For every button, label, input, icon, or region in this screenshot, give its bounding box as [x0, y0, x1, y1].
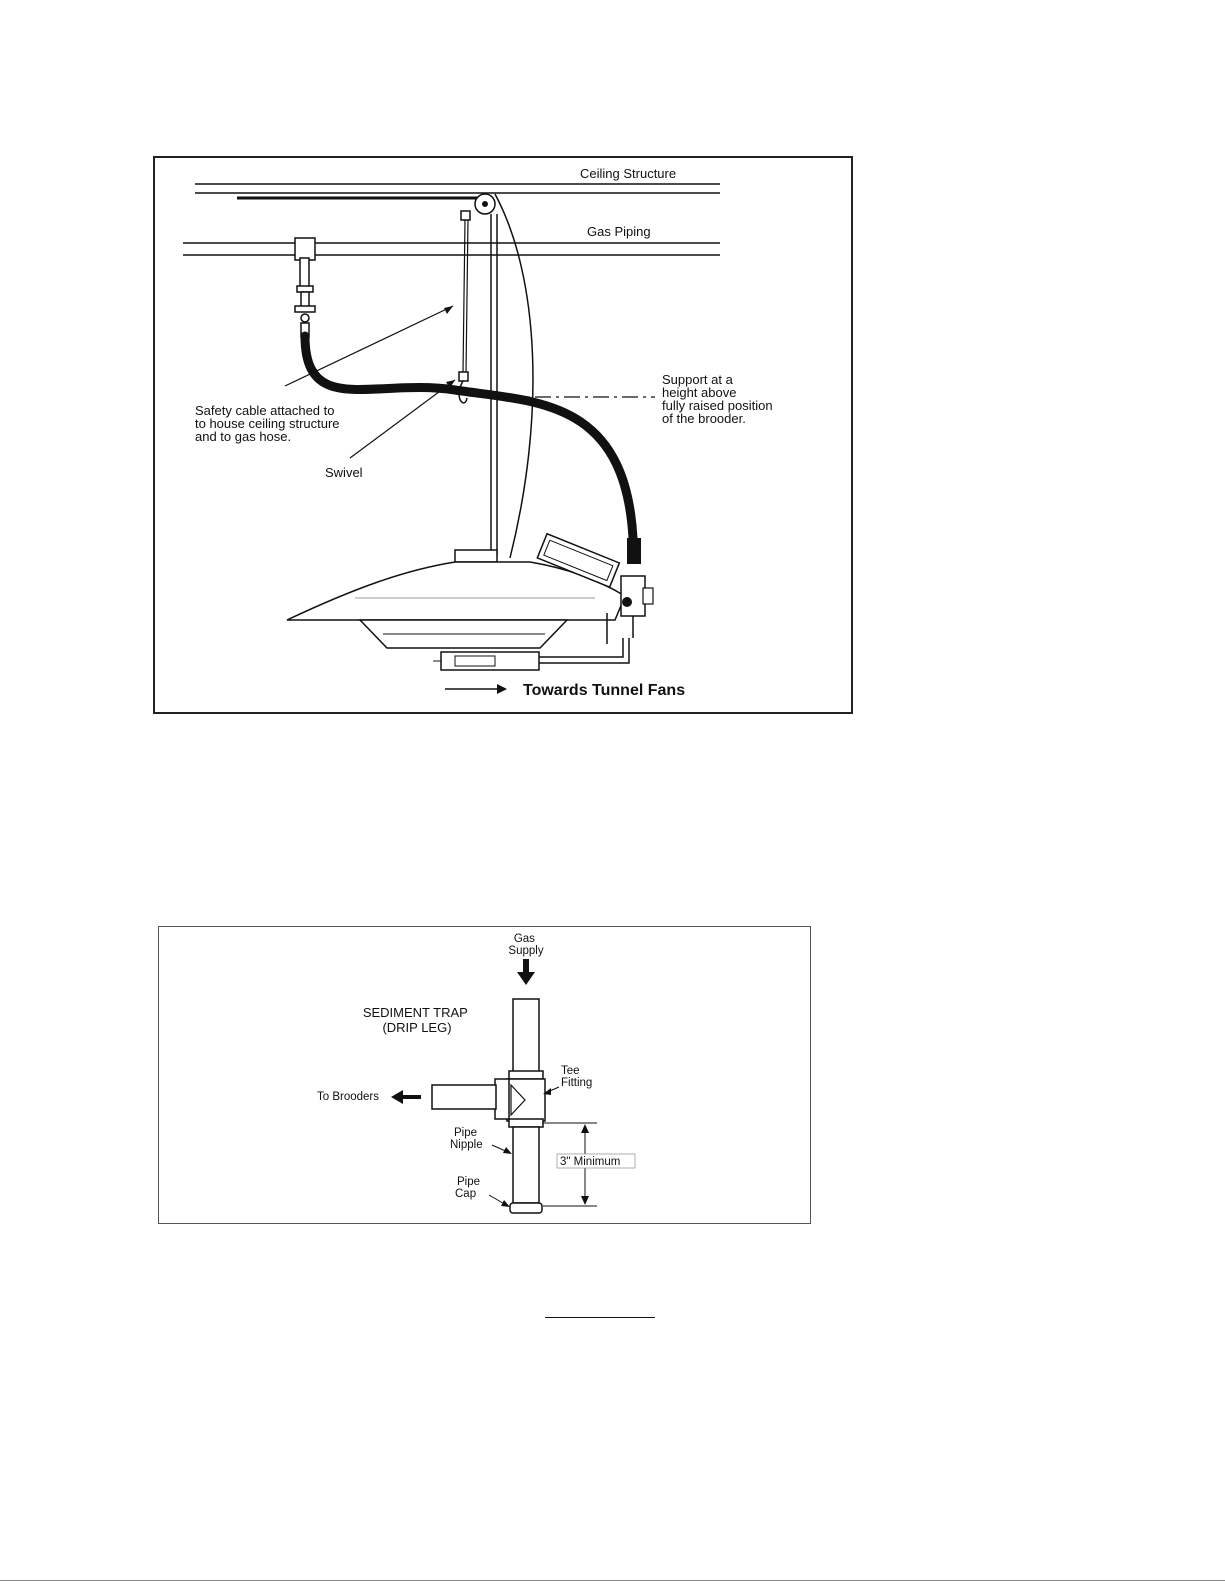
valve-part	[297, 286, 313, 292]
gas-supply-arrow	[523, 959, 529, 973]
swivel	[459, 372, 468, 381]
pipe-cap	[510, 1203, 542, 1213]
ceiling-structure-label: Ceiling Structure	[580, 166, 677, 181]
brooder-installation-diagram	[153, 156, 853, 714]
valve-handle	[295, 306, 315, 312]
support-label: Support at a height above fully raised position of the brooder.	[662, 372, 773, 426]
sediment-trap-diagram	[158, 926, 811, 1224]
hose-end-fitting	[627, 538, 641, 564]
gas-regulator	[621, 576, 645, 616]
winch-cable-loop	[495, 194, 533, 558]
sediment-trap-title: SEDIMENT TRAP (DRIP LEG)	[362, 1005, 468, 1035]
footer-underline	[545, 1317, 655, 1318]
gas-tee	[295, 238, 315, 260]
outlet-pipe	[432, 1085, 496, 1109]
brooder-diagram-svg	[155, 158, 855, 716]
valve-knob	[301, 314, 309, 322]
pipe-nipple	[513, 1127, 539, 1203]
tee-side-collar	[495, 1079, 509, 1119]
gas-drop	[300, 258, 309, 288]
gas-supply-label: Gas Supply	[508, 933, 544, 957]
pulley-axle	[482, 201, 488, 207]
safety-cable-leader	[285, 306, 453, 386]
pipe-nipple-label: Pipe Nipple	[450, 1127, 483, 1151]
to-brooders-label: To Brooders	[317, 1091, 380, 1103]
pipe-cap-label: Pipe Cap	[455, 1176, 481, 1200]
to-brooders-arrow	[391, 1090, 421, 1104]
minimum-label: 3" Minimum	[560, 1156, 621, 1168]
brooder-top-plate	[455, 550, 497, 562]
tee-collar-top	[509, 1071, 543, 1079]
gas-piping-label: Gas Piping	[587, 224, 651, 239]
tee-fitting-label: Tee Fitting	[561, 1065, 593, 1089]
towards-tunnel-fans-label: Towards Tunnel Fans	[523, 682, 686, 699]
supply-pipe	[513, 999, 539, 1073]
page-bottom-rule	[0, 1580, 1225, 1581]
safety-cable-label: Safety cable attached to to house ceiling structure and to gas hose.	[195, 403, 340, 444]
cable-clamp-top	[461, 211, 470, 220]
sediment-trap-svg	[159, 927, 812, 1225]
tee-collar-bottom	[509, 1119, 543, 1127]
swivel-label: Swivel	[325, 465, 363, 480]
gas-hose	[305, 336, 633, 538]
